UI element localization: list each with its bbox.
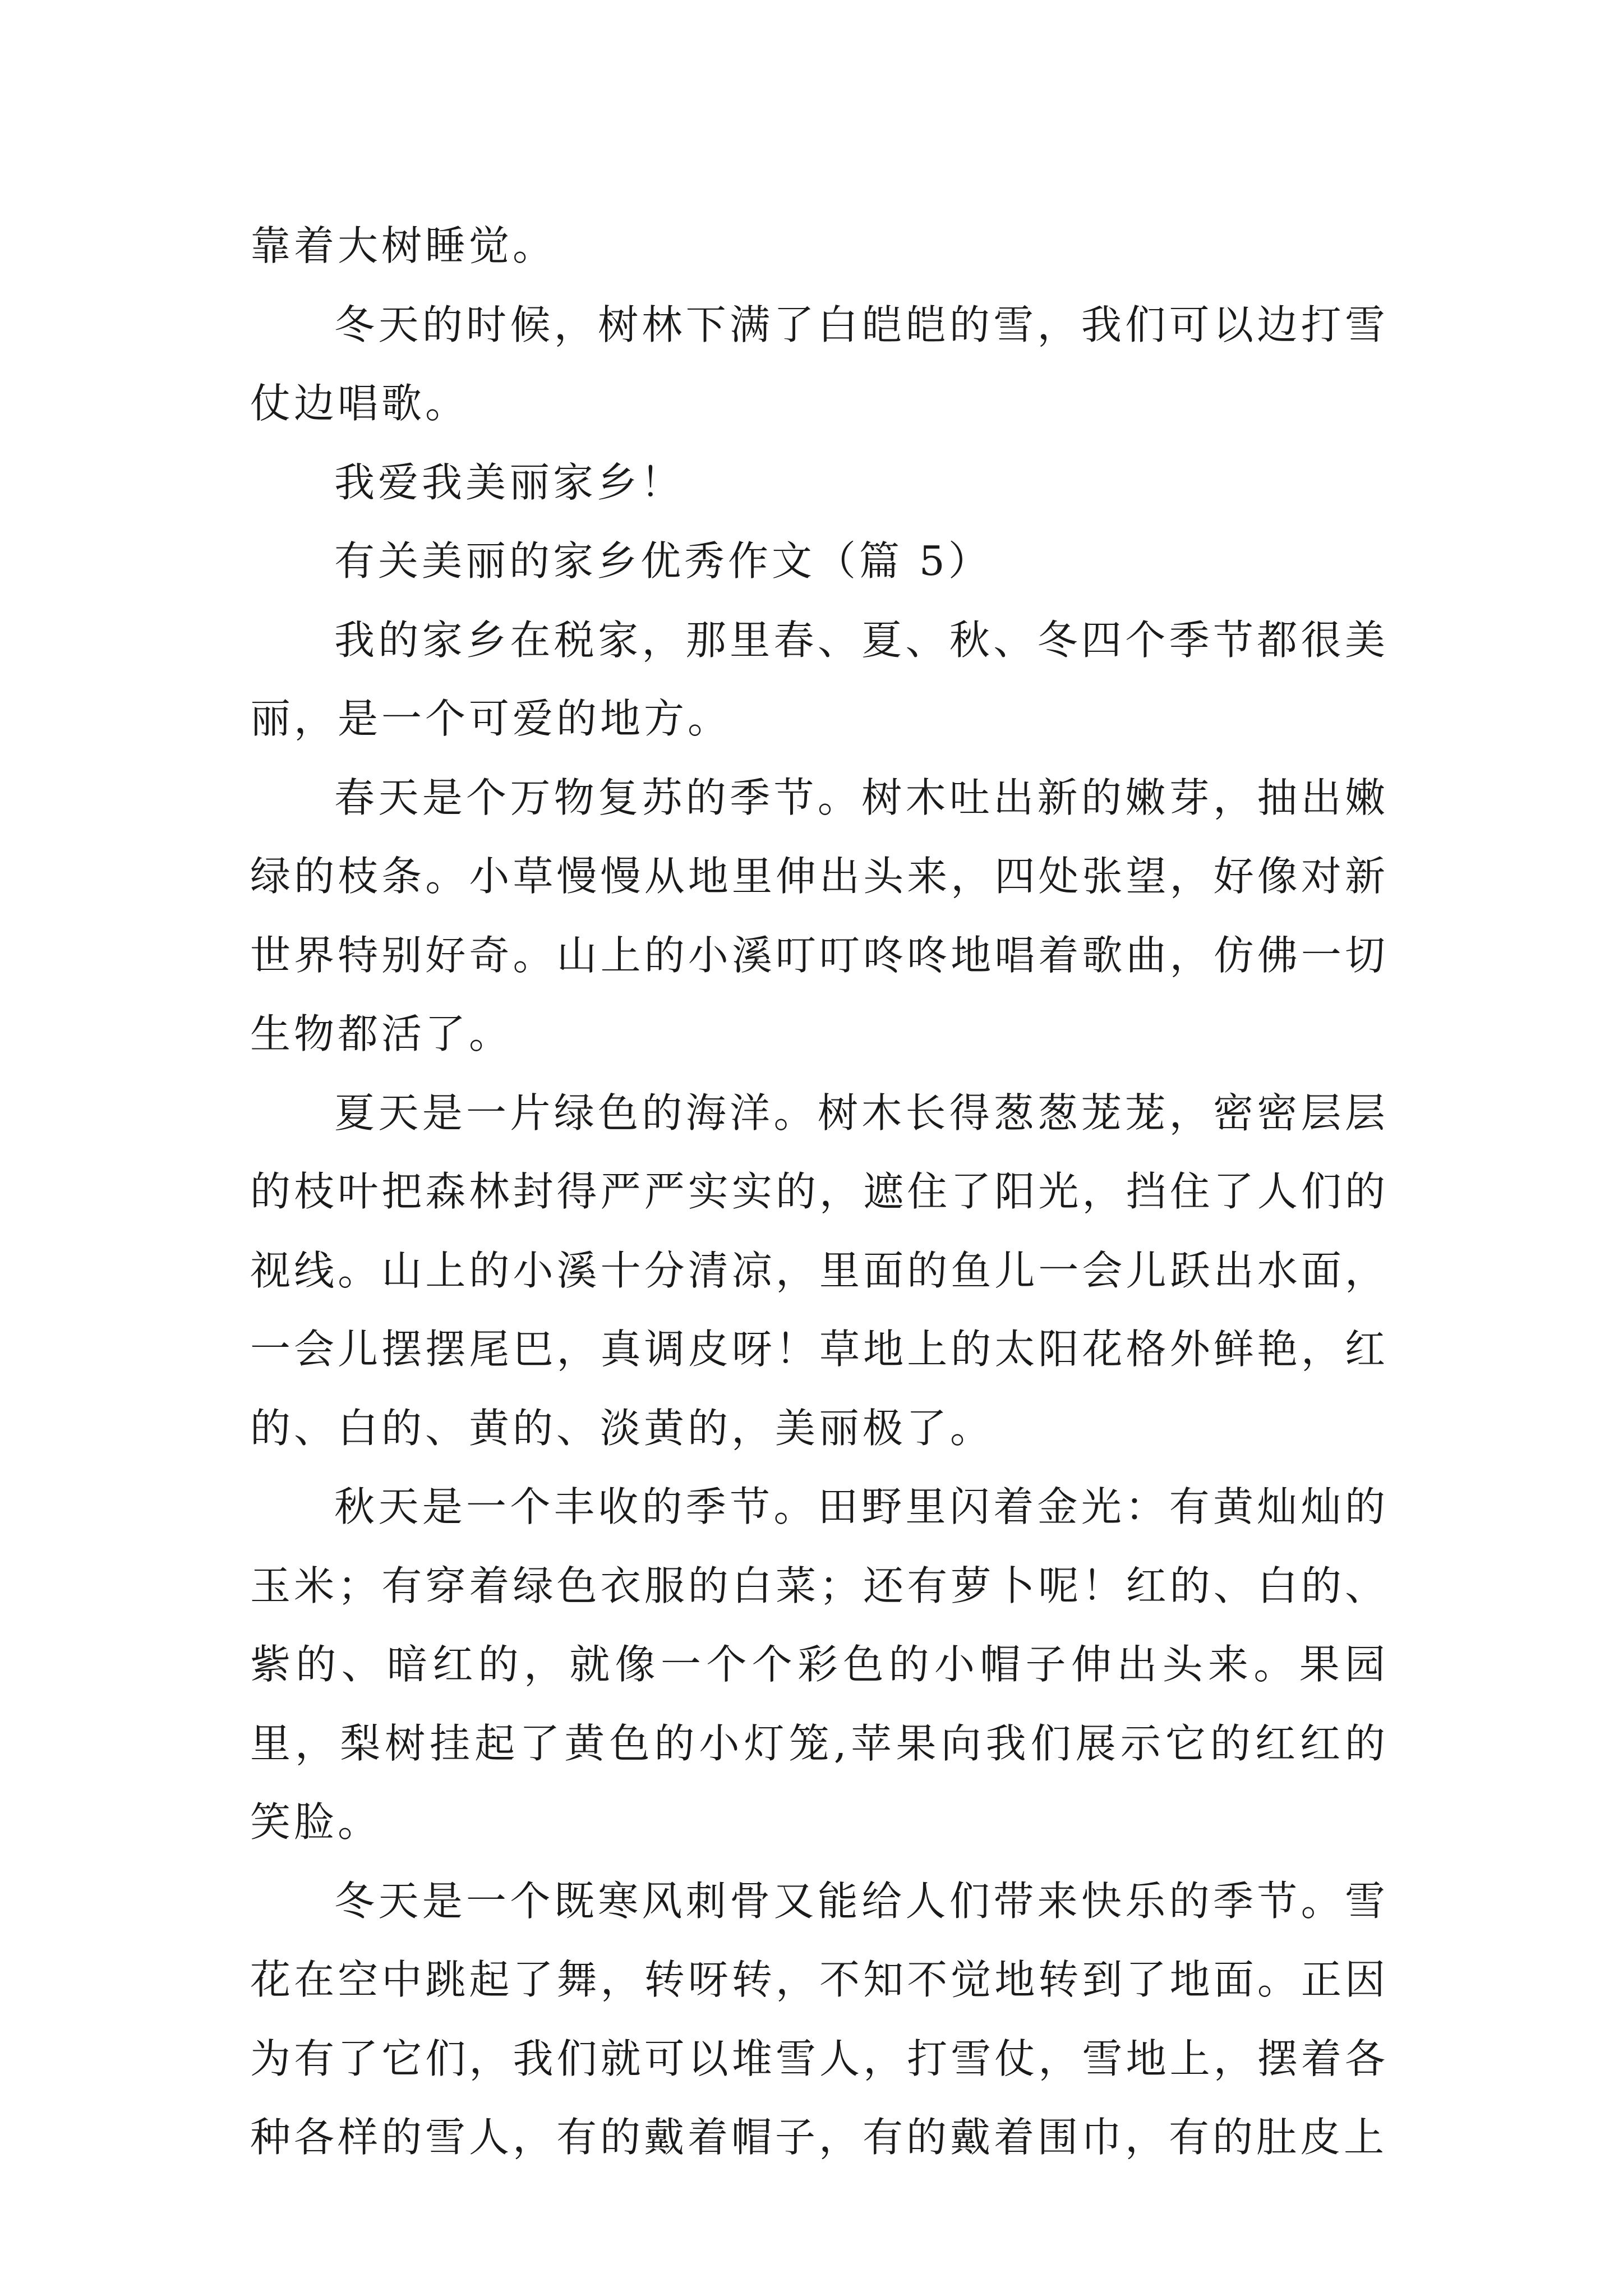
paragraph-spring: 春天是个万物复苏的季节。树木吐出新的嫩芽，抽出嫩绿的枝条。小草慢慢从地里伸出头来，四处张望，好像对新世界特别好奇。山上的小溪叮叮咚咚地唱着歌曲，仿佛一切生物都活了。 bbox=[250, 774, 1389, 1057]
paragraph-5: 我的家乡在税家，那里春、夏、秋、冬四个季节都很美丽，是一个可爱的地方。 bbox=[250, 616, 1389, 742]
paragraph-winter: 冬天是一个既寒风刺骨又能给人们带来快乐的季节。雪花在空中跳起了舞，转呀转，不知不觉地转到了地面。正因为有了它们，我们就可以堆雪人，打雪仗，雪地上，摆着各种各样的雪人，有的戴着帽子，有的戴着围巾，有的肚皮上 bbox=[250, 1877, 1389, 2161]
paragraph-autumn: 秋天是一个丰收的季节。田野里闪着金光：有黄灿灿的玉米；有穿着绿色衣服的白菜；还有萝卜呢！红的、白的、紫的、暗红的，就像一个个彩色的小帽子伸出头来。果园里，梨树挂起了黄色的小灯笼,苹果向我们展示它的红红的笑脸。 bbox=[250, 1483, 1389, 1846]
paragraph-2: 冬天的时候，树林下满了白皑皑的雪，我们可以边打雪仗边唱歌。 bbox=[250, 301, 1389, 427]
document-body bbox=[250, 206, 1389, 2177]
paragraph-summer: 夏天是一片绿色的海洋。树木长得葱葱茏茏，密密层层的枝叶把森林封得严严实实的，遮住了阳光，挡住了人们的视线。山上的小溪十分清凉，里面的鱼儿一会儿跃出水面，一会儿摆摆尾巴，真调皮呀！草地上的太阳花格外鲜艳，红的、白的、黄的、淡黄的，美丽极了。 bbox=[250, 1089, 1389, 1452]
paragraph-3: 我爱我美丽家乡！ bbox=[334, 458, 685, 506]
essay-heading: 有关美丽的家乡优秀作文（篇 5） bbox=[334, 537, 992, 585]
paragraph-1: 靠着大树睡觉。 bbox=[250, 222, 557, 269]
